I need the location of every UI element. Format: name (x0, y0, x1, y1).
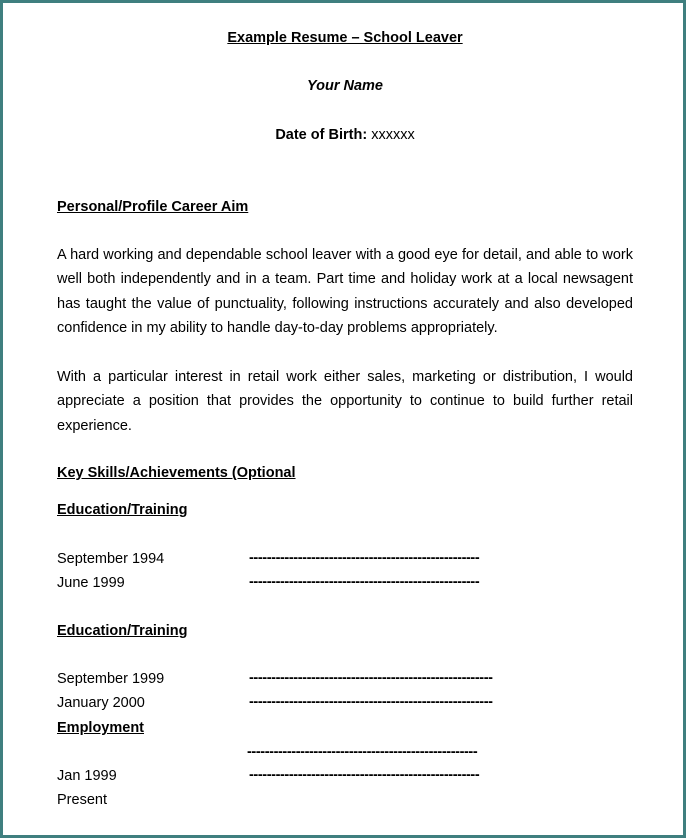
date-of-birth (57, 127, 633, 143)
education-heading-1: Education/Training (57, 502, 188, 518)
education-1-end: June 1999 (57, 575, 125, 591)
profile-paragraph-1: A hard working and dependable school leaver with a good eye for detail, and able to work well both independently and in a team. Part time and holiday work at a local newsagent has taught the value of punctuality, following instructions accurately and also developed confidence in my ability to handle day-to-day problems appropriately. (57, 247, 633, 336)
dob-value: xxxxxx (371, 127, 415, 143)
profile-heading: Personal/Profile Career Aim (57, 199, 249, 215)
profile-paragraph-2: With a particular interest in retail work either sales, marketing or distribution, I would appreciate a position that provides the opportunity to continue to build further retail experience. (57, 369, 633, 434)
employment-end: Present (57, 792, 107, 808)
employment-heading: Employment (57, 720, 145, 736)
document-title: Example Resume – School Leaver (227, 30, 463, 46)
employment-line-0: ---------------------------------------------------- (247, 744, 478, 760)
education-2-start: September 1999 (57, 671, 165, 687)
education-1-start: September 1994 (57, 551, 165, 567)
employment-start: Jan 1999 (57, 768, 117, 784)
employment-line-1: ---------------------------------------------------- (249, 767, 480, 783)
education-1-line-1: ---------------------------------------------------- (249, 550, 480, 566)
education-1-line-2: ---------------------------------------------------- (249, 574, 480, 590)
education-2-end: January 2000 (57, 695, 145, 711)
dob-label: Date of Birth: (275, 127, 368, 143)
education-2-line-1: ------------------------------------------------------- (249, 670, 493, 686)
skills-heading: Key Skills/Achievements (Optional (57, 465, 296, 481)
education-2-line-2: ------------------------------------------------------- (249, 694, 493, 710)
education-heading-2: Education/Training (57, 623, 188, 639)
your-name: Your Name (306, 78, 383, 94)
